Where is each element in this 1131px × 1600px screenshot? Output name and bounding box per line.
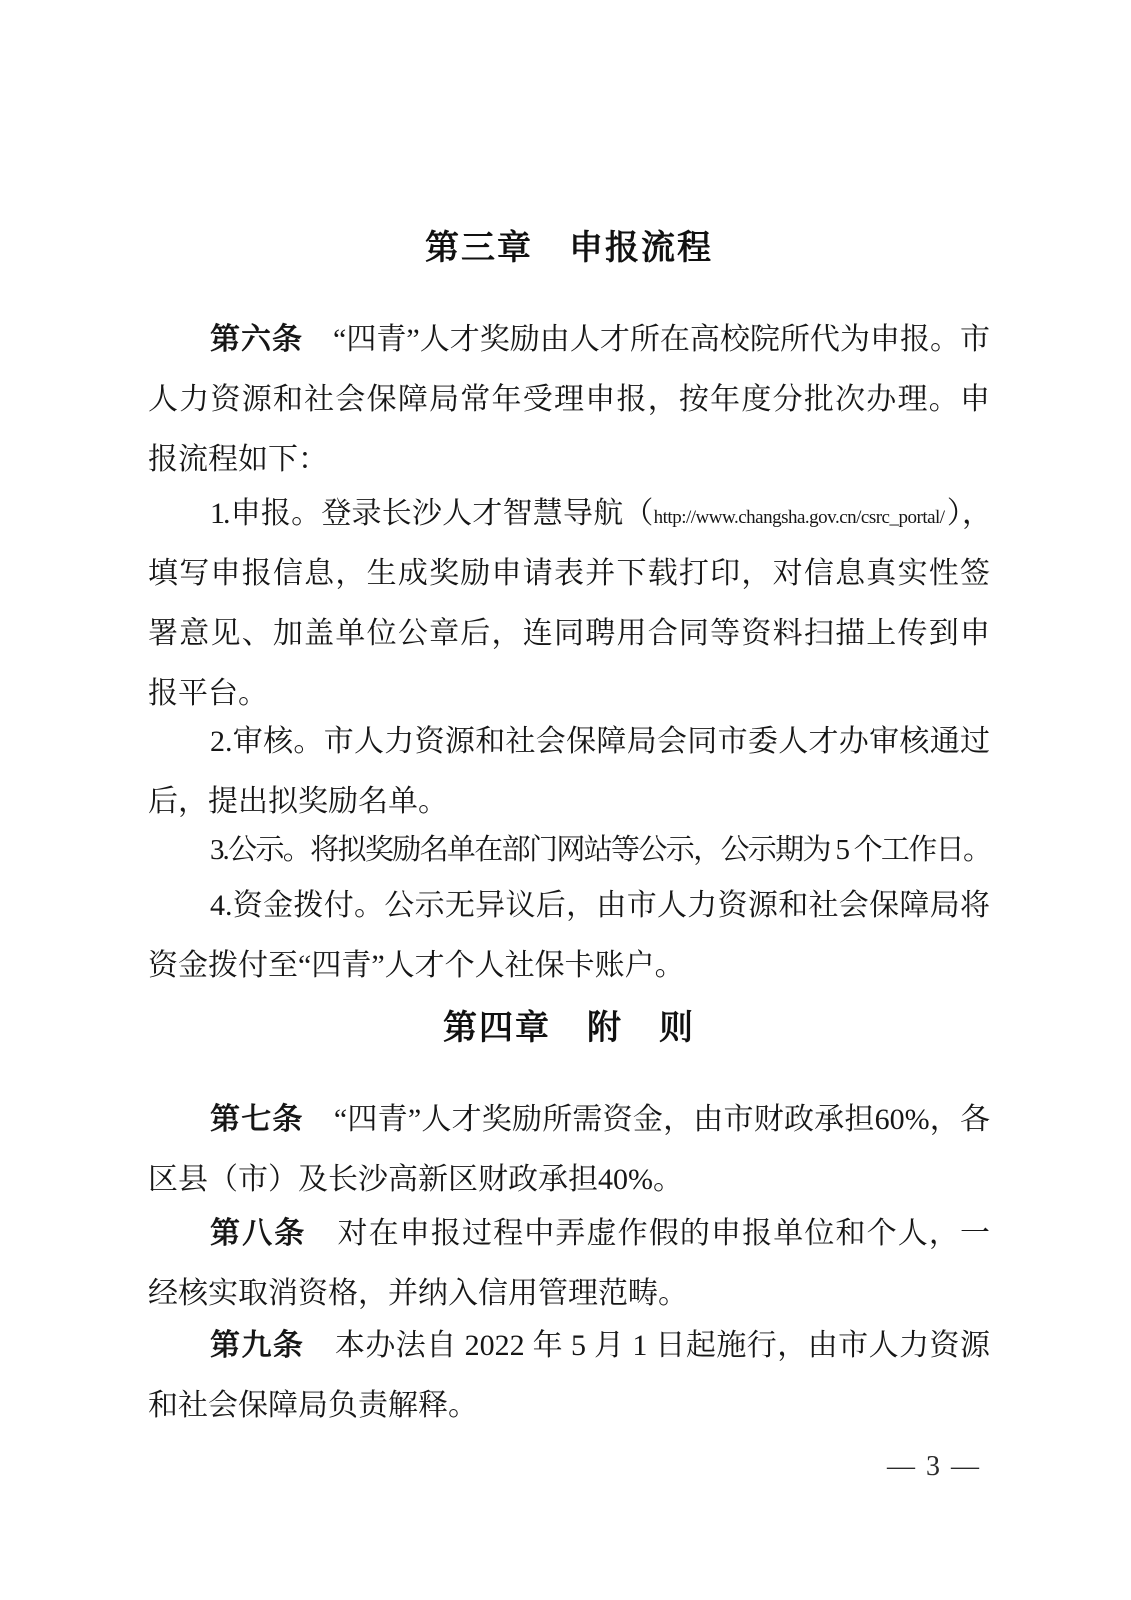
- page-number: — 3 —: [887, 1451, 981, 1482]
- article-number: 第六条: [210, 323, 304, 356]
- line-text: 报平台。: [148, 677, 268, 710]
- line-text: 区县（市）及长沙高新区财政承担40%。: [148, 1163, 683, 1196]
- line-text: 署意见、加盖单位公章后，连同聘用合同等资料扫描上传到申: [148, 617, 990, 650]
- line-text: 对在申报过程中弄虚作假的申报单位和个人，一: [306, 1217, 990, 1250]
- paragraph-step1-application: [148, 484, 990, 724]
- line-text: 和社会保障局负责解释。: [148, 1389, 478, 1422]
- line-text: 报流程如下：: [148, 443, 328, 476]
- portal-url: http://www.changsha.gov.cn/csrc_portal/: [653, 507, 945, 528]
- text-line: [148, 1264, 990, 1324]
- text-line: [148, 1150, 990, 1210]
- paragraph-step4-payment: [148, 876, 990, 996]
- line-text: 后，提出拟奖励名单。: [148, 785, 448, 818]
- line-text: 2.审核。市人力资源和社会保障局会同市委人才办审核通过: [210, 725, 990, 758]
- heading-chapter4-heading: 第四章 附 则: [443, 1009, 695, 1047]
- line-text: 1.申报。登录长沙人才智慧导航（: [210, 497, 654, 530]
- article-number: 第八条: [210, 1217, 307, 1250]
- text-line: [148, 310, 990, 370]
- text-line: [148, 1316, 990, 1376]
- line-text: “四青”人才奖励由人才所在高校院所代为申报。市: [303, 323, 990, 356]
- line-text: 人力资源和社会保障局常年受理申报，按年度分批次办理。申: [148, 383, 990, 416]
- text-line: [148, 604, 990, 664]
- line-text: 填写申报信息，生成奖励申请表并下载打印，对信息真实性签: [148, 557, 990, 590]
- article-number: 第七条: [210, 1103, 304, 1136]
- text-line: [148, 876, 990, 936]
- line-text: 资金拨付至“四青”人才个人社保卡账户。: [148, 949, 685, 982]
- text-line: [148, 1376, 990, 1436]
- text-line: [148, 712, 990, 772]
- heading-chapter3-heading: 第三章 申报流程: [425, 229, 713, 267]
- text-line: [148, 1090, 990, 1150]
- paragraph-step2-review: [148, 712, 990, 832]
- line-text: 经核实取消资格，并纳入信用管理范畴。: [148, 1277, 688, 1310]
- paragraph-article7: [148, 1090, 990, 1210]
- text-line: [148, 370, 990, 430]
- paragraph-article8: [148, 1204, 990, 1324]
- article-number: 第九条: [210, 1329, 305, 1362]
- paragraph-article6: [148, 310, 990, 490]
- line-text: 本办法自 2022 年 5 月 1 日起施行，由市人力资源: [304, 1329, 991, 1362]
- paragraph-article9: [148, 1316, 990, 1436]
- text-line: [148, 936, 990, 996]
- line-text: “四青”人才奖励所需资金，由市财政承担60%，各: [303, 1103, 991, 1136]
- text-line: [148, 820, 990, 880]
- line-text: 4.资金拨付。公示无异议后，由市人力资源和社会保障局将: [210, 889, 990, 922]
- line-text: ），: [944, 497, 991, 530]
- text-line: [148, 1204, 990, 1264]
- text-line: [148, 544, 990, 604]
- text-line: [148, 484, 990, 544]
- text-line: [148, 430, 990, 490]
- paragraph-step3-publicity: [148, 820, 990, 880]
- line-text: 3.公示。将拟奖励名单在部门网站等公示，公示期为 5 个工作日。: [210, 834, 990, 866]
